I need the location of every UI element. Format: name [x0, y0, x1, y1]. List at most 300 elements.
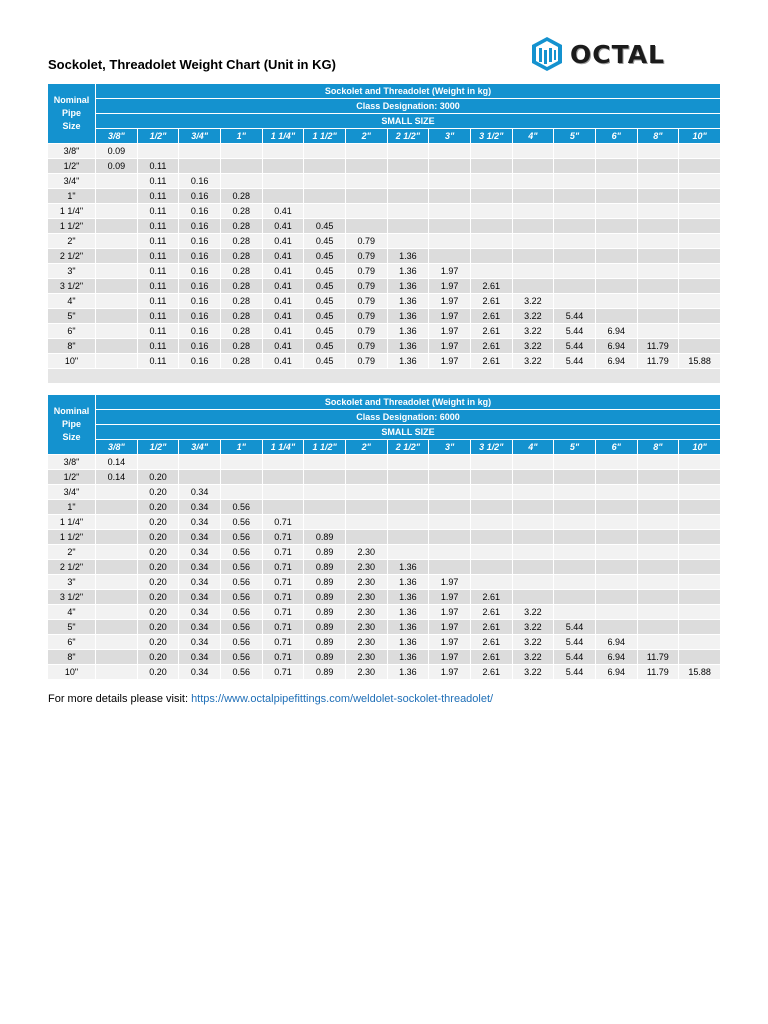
- weight-cell: 0.41: [262, 324, 304, 339]
- weight-cell: 0.41: [262, 204, 304, 219]
- row-size-cell: 1 1/4": [48, 204, 96, 219]
- weight-cell: [470, 485, 512, 500]
- weight-cell: [679, 515, 721, 530]
- weight-cell: 1.97: [429, 575, 471, 590]
- column-size-header: 1": [220, 129, 262, 144]
- weight-cell: [387, 545, 429, 560]
- weight-cell: 0.89: [304, 605, 346, 620]
- table-row: [48, 545, 721, 560]
- weight-cell: 0.79: [345, 279, 387, 294]
- weight-cell: 0.71: [262, 530, 304, 545]
- weight-cell: 1.36: [387, 605, 429, 620]
- weight-cell: 0.56: [220, 635, 262, 650]
- logo-wordmark: OCTAL: [570, 39, 665, 69]
- weight-cell: [262, 485, 304, 500]
- column-size-header: 3/4": [179, 440, 221, 455]
- table-main-header: Sockolet and Threadolet (Weight in kg): [96, 395, 721, 410]
- weight-cell: 0.45: [304, 309, 346, 324]
- weight-cell: [595, 590, 637, 605]
- weight-cell: 2.30: [345, 575, 387, 590]
- weight-cell: [554, 189, 596, 204]
- weight-cell: [137, 455, 179, 470]
- weight-cell: [345, 189, 387, 204]
- weight-cell: 0.56: [220, 515, 262, 530]
- row-size-cell: 1": [48, 500, 96, 515]
- weight-cell: [429, 249, 471, 264]
- weight-cell: [429, 560, 471, 575]
- weight-cell: [679, 159, 721, 174]
- weight-cell: [637, 515, 679, 530]
- weight-cell: [96, 294, 138, 309]
- weight-cell: 1.97: [429, 635, 471, 650]
- weight-cell: [637, 620, 679, 635]
- weight-cell: [470, 545, 512, 560]
- weight-cell: 0.20: [137, 605, 179, 620]
- weight-cell: [470, 144, 512, 159]
- weight-cell: 0.16: [179, 204, 221, 219]
- weight-cell: [96, 575, 138, 590]
- weight-cell: [470, 530, 512, 545]
- weight-cell: [595, 620, 637, 635]
- weight-cell: [637, 635, 679, 650]
- weight-cell: 3.22: [512, 354, 554, 369]
- weight-cell: 0.16: [179, 279, 221, 294]
- weight-cell: 0.41: [262, 219, 304, 234]
- weight-cell: [470, 159, 512, 174]
- weight-cell: [220, 159, 262, 174]
- weight-cell: 3.22: [512, 294, 554, 309]
- weight-cell: 0.28: [220, 279, 262, 294]
- weight-cell: [96, 650, 138, 665]
- weight-cell: 0.56: [220, 620, 262, 635]
- weight-cell: [637, 485, 679, 500]
- weight-cell: [637, 294, 679, 309]
- weight-cell: [679, 309, 721, 324]
- weight-cell: 3.22: [512, 620, 554, 635]
- weight-cell: [512, 455, 554, 470]
- weight-cell: [679, 635, 721, 650]
- weight-cell: [554, 279, 596, 294]
- weight-cell: 2.61: [470, 279, 512, 294]
- weight-cell: [637, 530, 679, 545]
- weight-cell: [637, 575, 679, 590]
- weight-cell: 1.36: [387, 650, 429, 665]
- weight-cell: 0.45: [304, 294, 346, 309]
- weight-cell: 0.34: [179, 590, 221, 605]
- weight-cell: 0.20: [137, 650, 179, 665]
- weight-cell: [679, 590, 721, 605]
- weight-cell: [345, 530, 387, 545]
- weight-cell: 11.79: [637, 339, 679, 354]
- weight-cell: [387, 485, 429, 500]
- weight-cell: 0.11: [137, 234, 179, 249]
- weight-cell: [512, 234, 554, 249]
- column-size-header: 1 1/2": [304, 440, 346, 455]
- weight-cell: 0.56: [220, 560, 262, 575]
- column-size-header: 3/8": [96, 129, 138, 144]
- weight-cell: [679, 485, 721, 500]
- weight-cell: [96, 249, 138, 264]
- weight-cell: 0.79: [345, 249, 387, 264]
- column-size-header: 5": [554, 440, 596, 455]
- weight-cell: 0.41: [262, 339, 304, 354]
- weight-cell: [637, 279, 679, 294]
- weight-cell: [262, 144, 304, 159]
- column-size-header: 6": [595, 440, 637, 455]
- weight-cell: 0.34: [179, 635, 221, 650]
- weight-cell: 0.11: [137, 219, 179, 234]
- weight-cell: 0.20: [137, 560, 179, 575]
- weight-cell: 0.56: [220, 500, 262, 515]
- weight-cell: [512, 279, 554, 294]
- weight-cell: 0.20: [137, 620, 179, 635]
- weight-cell: [512, 144, 554, 159]
- weight-cell: [304, 159, 346, 174]
- weight-cell: [679, 189, 721, 204]
- row-size-cell: 6": [48, 324, 96, 339]
- weight-cell: [679, 545, 721, 560]
- weight-cell: [595, 234, 637, 249]
- weight-cell: [679, 264, 721, 279]
- weight-cell: 0.79: [345, 234, 387, 249]
- weight-cell: [679, 324, 721, 339]
- weight-cell: 0.34: [179, 605, 221, 620]
- weight-cell: [345, 159, 387, 174]
- row-size-cell: 3/4": [48, 485, 96, 500]
- class-designation-header: Class Designation: 6000: [96, 410, 721, 425]
- weight-cell: [96, 219, 138, 234]
- weight-cell: [554, 455, 596, 470]
- table-row: [48, 485, 721, 500]
- footer-prefix: For more details please visit:: [48, 693, 192, 705]
- weight-cell: [679, 575, 721, 590]
- octal-cube-icon: [530, 36, 564, 72]
- table-row: [48, 144, 721, 159]
- weight-cell: [637, 560, 679, 575]
- weight-cell: 2.61: [470, 590, 512, 605]
- small-size-header: SMALL SIZE: [96, 425, 721, 440]
- weight-cell: [679, 530, 721, 545]
- weight-cell: [554, 234, 596, 249]
- weight-cell: [179, 470, 221, 485]
- weight-cell: [595, 159, 637, 174]
- table-row: [48, 530, 721, 545]
- weight-cell: [679, 470, 721, 485]
- weight-cell: [304, 470, 346, 485]
- weight-cell: [304, 174, 346, 189]
- weight-cell: 0.16: [179, 174, 221, 189]
- weight-cell: [96, 485, 138, 500]
- weight-cell: [512, 545, 554, 560]
- weight-cell: 0.20: [137, 485, 179, 500]
- table-row: [48, 219, 721, 234]
- weight-cell: [679, 219, 721, 234]
- weight-cell: 2.61: [470, 339, 512, 354]
- weight-cell: [304, 189, 346, 204]
- weight-cell: [554, 560, 596, 575]
- weight-cell: 2.61: [470, 635, 512, 650]
- weight-cell: [595, 515, 637, 530]
- weight-cell: 0.45: [304, 279, 346, 294]
- weight-cell: [470, 500, 512, 515]
- row-size-cell: 8": [48, 650, 96, 665]
- weight-cell: [96, 605, 138, 620]
- weight-cell: 0.89: [304, 530, 346, 545]
- weight-cell: 0.16: [179, 249, 221, 264]
- weight-cell: [554, 144, 596, 159]
- weight-cell: 0.34: [179, 650, 221, 665]
- weight-cell: [554, 500, 596, 515]
- weight-cell: 1.97: [429, 620, 471, 635]
- weight-cell: 0.11: [137, 354, 179, 369]
- weight-cell: [679, 339, 721, 354]
- weight-cell: 0.20: [137, 575, 179, 590]
- weight-cell: [470, 219, 512, 234]
- weight-cell: [345, 515, 387, 530]
- weight-cell: 6.94: [595, 650, 637, 665]
- row-size-cell: 2 1/2": [48, 560, 96, 575]
- weight-cell: 1.36: [387, 279, 429, 294]
- weight-cell: [96, 620, 138, 635]
- weight-cell: [387, 174, 429, 189]
- weight-cell: [679, 249, 721, 264]
- weight-cell: 0.34: [179, 560, 221, 575]
- weight-cell: [637, 204, 679, 219]
- weight-cell: [637, 455, 679, 470]
- column-size-header: 1/2": [137, 129, 179, 144]
- weight-cell: [512, 219, 554, 234]
- weight-cell: [96, 309, 138, 324]
- weight-cell: 1.36: [387, 560, 429, 575]
- weight-cell: [96, 204, 138, 219]
- weight-cell: [220, 144, 262, 159]
- table-row: [48, 515, 721, 530]
- row-size-cell: 2 1/2": [48, 249, 96, 264]
- weight-cell: [262, 174, 304, 189]
- weight-cell: 0.41: [262, 264, 304, 279]
- weight-cell: [304, 515, 346, 530]
- weight-cell: [345, 500, 387, 515]
- weight-cell: [220, 485, 262, 500]
- weight-cell: [262, 159, 304, 174]
- details-link[interactable]: https://www.octalpipefittings.com/weldolet-sockolet-threadolet/: [191, 693, 494, 705]
- weight-cell: 0.34: [179, 545, 221, 560]
- column-size-header: 4": [512, 440, 554, 455]
- weight-cell: 0.34: [179, 665, 221, 680]
- weight-cell: [554, 485, 596, 500]
- weight-cell: [345, 485, 387, 500]
- weight-cell: [304, 500, 346, 515]
- weight-cell: [554, 174, 596, 189]
- weight-cell: [387, 159, 429, 174]
- weight-cell: 1.36: [387, 354, 429, 369]
- weight-cell: 0.28: [220, 354, 262, 369]
- weight-cell: [595, 470, 637, 485]
- weight-cell: [637, 219, 679, 234]
- weight-cell: [429, 219, 471, 234]
- column-size-header: 8": [637, 440, 679, 455]
- row-size-cell: 2": [48, 234, 96, 249]
- weight-cell: [595, 560, 637, 575]
- weight-cell: [345, 219, 387, 234]
- row-size-cell: 1/2": [48, 159, 96, 174]
- weight-cell: [429, 515, 471, 530]
- weight-cell: 0.11: [137, 264, 179, 279]
- document-title: Sockolet, Threadolet Weight Chart (Unit in KG): [48, 57, 336, 72]
- table-row: [48, 575, 721, 590]
- weight-cell: 0.20: [137, 470, 179, 485]
- column-size-header: 2 1/2": [387, 129, 429, 144]
- class-designation-header: Class Designation: 3000: [96, 99, 721, 114]
- table-row: [48, 234, 721, 249]
- column-size-header: 1": [220, 440, 262, 455]
- octal-logo: [530, 36, 685, 72]
- weight-cell: 0.79: [345, 309, 387, 324]
- weight-cell: 0.28: [220, 234, 262, 249]
- weight-cell: 0.16: [179, 264, 221, 279]
- weight-cell: 0.11: [137, 279, 179, 294]
- weight-cell: [429, 204, 471, 219]
- weight-cell: 0.14: [96, 470, 138, 485]
- weight-cell: 0.79: [345, 354, 387, 369]
- weight-cell: [387, 144, 429, 159]
- weight-cell: 1.97: [429, 665, 471, 680]
- weight-cell: [179, 455, 221, 470]
- table-row: [48, 470, 721, 485]
- column-size-header: 5": [554, 129, 596, 144]
- column-size-header: 2 1/2": [387, 440, 429, 455]
- weight-cell: [262, 500, 304, 515]
- weight-cell: 0.89: [304, 590, 346, 605]
- weight-cell: [387, 470, 429, 485]
- weight-cell: [304, 455, 346, 470]
- weight-cell: 0.41: [262, 234, 304, 249]
- weight-cell: [554, 249, 596, 264]
- weight-cell: [429, 159, 471, 174]
- weight-cell: 5.44: [554, 635, 596, 650]
- weight-cell: 5.44: [554, 339, 596, 354]
- row-size-cell: 5": [48, 309, 96, 324]
- weight-cell: 0.56: [220, 665, 262, 680]
- weight-cell: 3.22: [512, 665, 554, 680]
- weight-cell: 1.36: [387, 249, 429, 264]
- weight-cell: 3.22: [512, 605, 554, 620]
- weight-cell: 11.79: [637, 650, 679, 665]
- row-size-cell: 3/8": [48, 455, 96, 470]
- weight-cell: [470, 264, 512, 279]
- weight-cell: [512, 530, 554, 545]
- row-size-cell: 2": [48, 545, 96, 560]
- column-size-header: 4": [512, 129, 554, 144]
- weight-cell: 0.41: [262, 279, 304, 294]
- weight-cell: 0.71: [262, 620, 304, 635]
- weight-cell: 2.61: [470, 605, 512, 620]
- weight-cell: 0.28: [220, 189, 262, 204]
- weight-cell: 0.56: [220, 590, 262, 605]
- weight-cell: [637, 470, 679, 485]
- weight-cell: [96, 174, 138, 189]
- weight-cell: 0.20: [137, 530, 179, 545]
- weight-cell: [304, 204, 346, 219]
- weight-cell: [637, 500, 679, 515]
- table-row: [48, 324, 721, 339]
- row-size-cell: 6": [48, 635, 96, 650]
- weight-cell: 5.44: [554, 620, 596, 635]
- weight-cell: [470, 575, 512, 590]
- weight-cell: [96, 635, 138, 650]
- column-size-header: 3": [429, 440, 471, 455]
- weight-cell: [595, 530, 637, 545]
- weight-cell: [512, 204, 554, 219]
- weight-cell: 1.36: [387, 339, 429, 354]
- weight-cell: 6.94: [595, 354, 637, 369]
- weight-cell: [637, 590, 679, 605]
- weight-cell: [470, 515, 512, 530]
- weight-cell: [679, 560, 721, 575]
- weight-cell: 3.22: [512, 339, 554, 354]
- weight-cell: 0.16: [179, 294, 221, 309]
- weight-cell: [470, 234, 512, 249]
- column-size-header: 3/4": [179, 129, 221, 144]
- weight-cell: [96, 324, 138, 339]
- weight-cell: 0.14: [96, 455, 138, 470]
- weight-cell: 0.11: [137, 174, 179, 189]
- weight-cell: [262, 470, 304, 485]
- weight-cell: 0.34: [179, 515, 221, 530]
- row-size-cell: 3/4": [48, 174, 96, 189]
- weight-cell: 0.16: [179, 339, 221, 354]
- weight-cell: [429, 144, 471, 159]
- column-size-row: [48, 440, 721, 455]
- weight-cell: [512, 470, 554, 485]
- weight-cell: [96, 545, 138, 560]
- weight-cell: 5.44: [554, 354, 596, 369]
- weight-cell: 0.89: [304, 575, 346, 590]
- weight-cell: 1.36: [387, 294, 429, 309]
- weight-cell: [595, 309, 637, 324]
- weight-cell: [96, 665, 138, 680]
- table-row: [48, 635, 721, 650]
- table-row: [48, 189, 721, 204]
- weight-cell: 0.28: [220, 324, 262, 339]
- weight-cell: 0.79: [345, 294, 387, 309]
- table-body: [48, 144, 721, 369]
- weight-cell: 0.71: [262, 605, 304, 620]
- weight-cell: [96, 189, 138, 204]
- weight-cell: [637, 605, 679, 620]
- column-size-header: 6": [595, 129, 637, 144]
- column-size-row: [48, 129, 721, 144]
- weight-cell: [679, 144, 721, 159]
- weight-cell: 0.28: [220, 204, 262, 219]
- weight-cell: 0.20: [137, 590, 179, 605]
- column-size-header: 3": [429, 129, 471, 144]
- table-row: [48, 500, 721, 515]
- weight-cell: [429, 530, 471, 545]
- weight-cell: 0.41: [262, 294, 304, 309]
- weight-cell: [470, 470, 512, 485]
- weight-cell: 0.11: [137, 324, 179, 339]
- weight-cell: [595, 174, 637, 189]
- weight-cell: [679, 650, 721, 665]
- weight-cell: 0.20: [137, 545, 179, 560]
- weight-cell: 0.20: [137, 665, 179, 680]
- table-row: [48, 294, 721, 309]
- weight-cell: 2.61: [470, 324, 512, 339]
- table-row: [48, 605, 721, 620]
- weight-cell: [679, 174, 721, 189]
- weight-cell: [512, 515, 554, 530]
